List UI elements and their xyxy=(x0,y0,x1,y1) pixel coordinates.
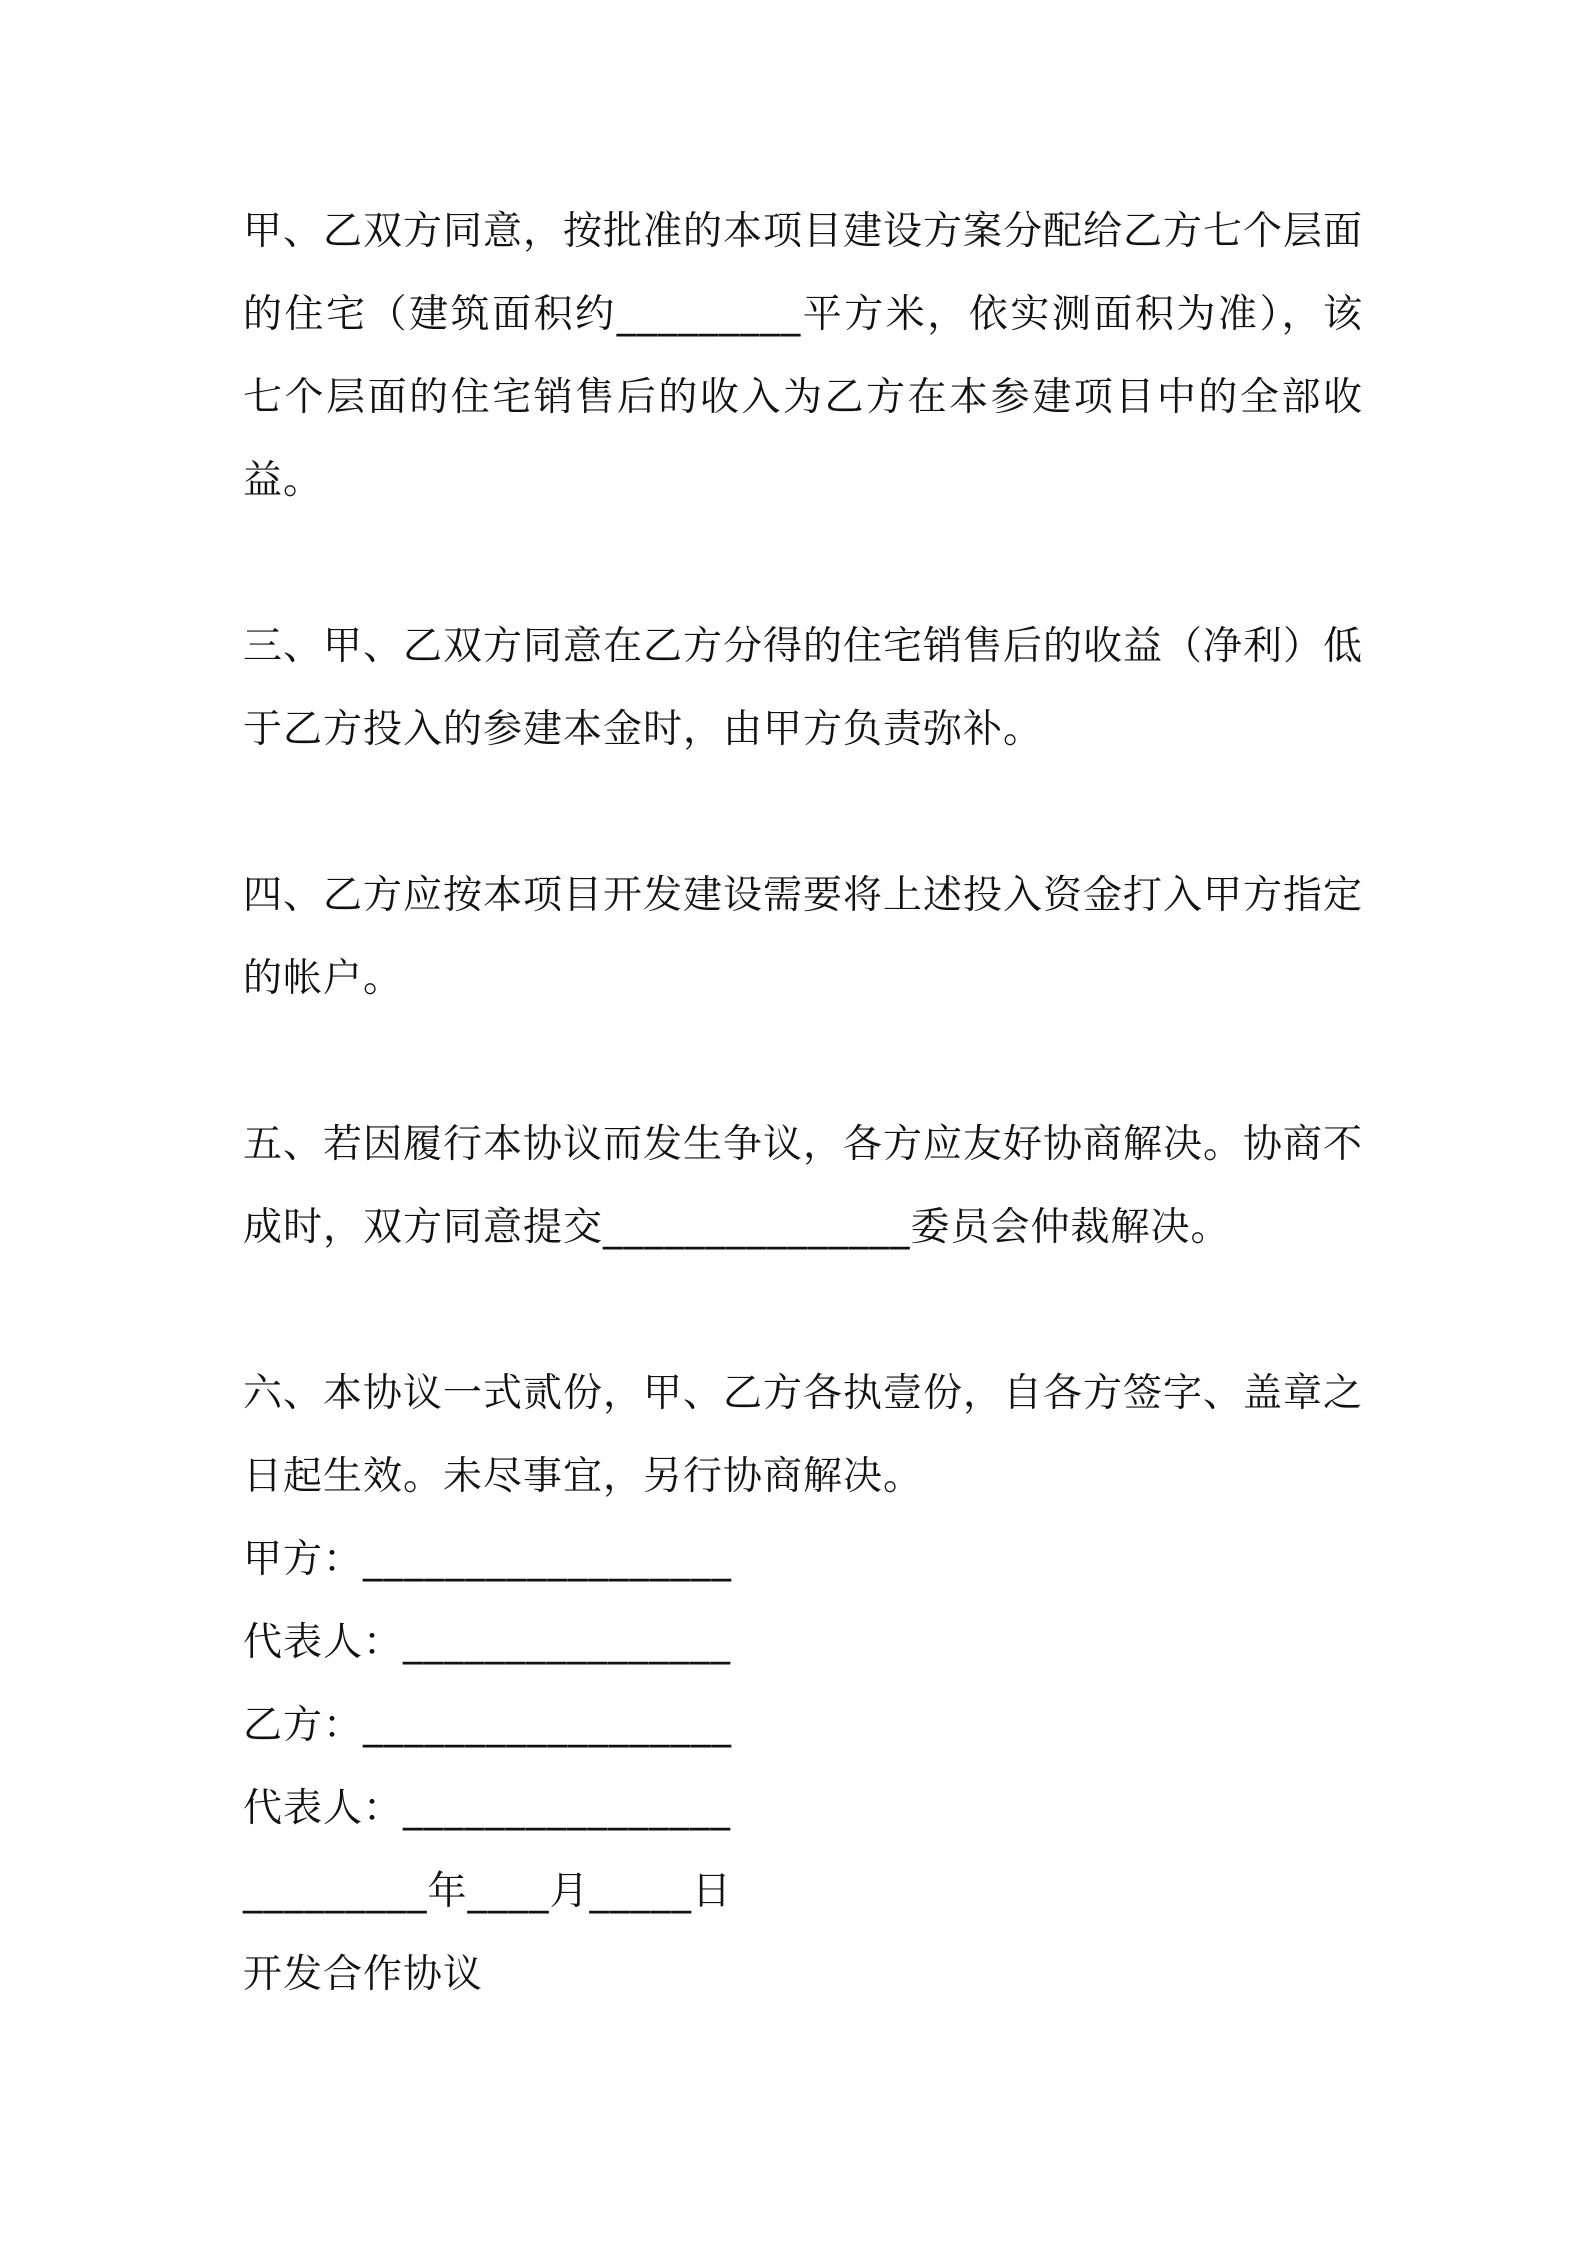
date-line: _________年____月_____日 xyxy=(243,1869,733,1914)
document-page xyxy=(243,190,1363,2016)
paragraph-clause-4: 四、乙方应按本项目开发建设需要将上述投入资金打入甲方指定的帐户。 xyxy=(243,873,1364,1001)
representative-b-line: 代表人：________________ xyxy=(243,1786,732,1831)
party-b-line: 乙方：__________________ xyxy=(243,1703,733,1748)
paragraph-clause-3: 三、甲、乙双方同意在乙方分得的住宅销售后的收益（净利）低于乙方投入的参建本金时，由甲方负责弥补。 xyxy=(243,624,1364,752)
paragraph-clause-6: 六、本协议一式贰份，甲、乙方各执壹份，自各方签字、盖章之日起生效。未尽事宜，另行协商解决。 xyxy=(243,1371,1364,1499)
footer-title: 开发合作协议 xyxy=(243,1952,484,1997)
paragraph-allocation: 甲、乙双方同意，按批准的本项目建设方案分配给乙方七个层面的住宅（建筑面积约_________平方米，依实测面积为准），该七个层面的住宅销售后的收入为乙方在本参建项目中的全部收益。 xyxy=(243,209,1364,503)
representative-a-line: 代表人：________________ xyxy=(243,1620,732,1665)
paragraph-clause-5: 五、若因履行本协议而发生争议，各方应友好协商解决。协商不成时，双方同意提交_______________委员会仲裁解决。 xyxy=(243,1122,1364,1250)
party-a-line: 甲方：__________________ xyxy=(243,1537,733,1582)
signature-block xyxy=(243,1518,1363,1933)
